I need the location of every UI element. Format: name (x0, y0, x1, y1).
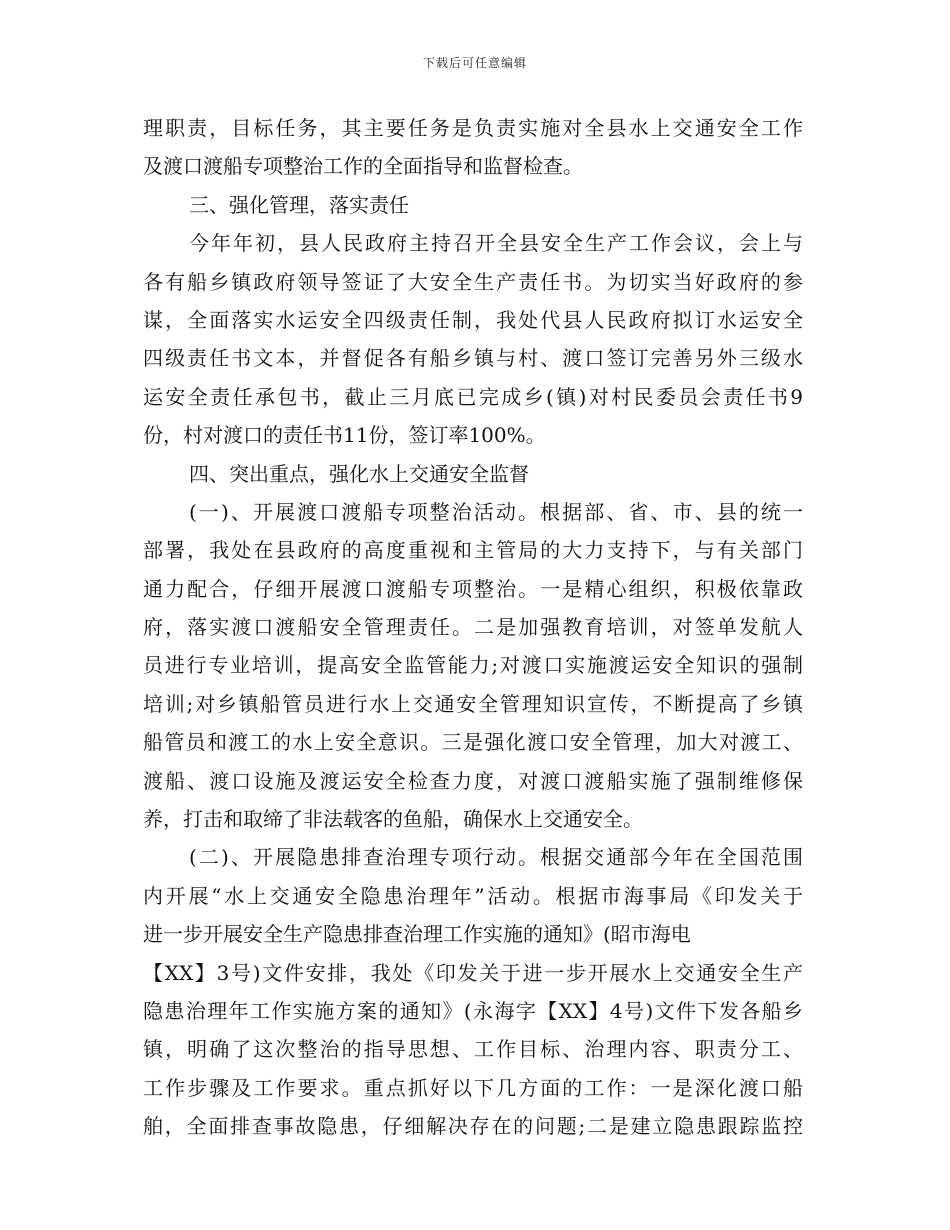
text-line: 进一步开展安全生产隐患排查治理工作实施的通知》(昭市海电 (143, 922, 691, 947)
text-line: 理职责，目标任务，其主要任务是负责实施对全县水上交通安全工作 (143, 116, 803, 140)
document-body (143, 109, 803, 1146)
text-line: 府，落实渡口渡船安全管理责任。二是加强教育培训，对签单发航人 (143, 615, 803, 640)
text-line: 今年年初，县人民政府主持召开全县安全生产工作会议，会上与 (189, 231, 803, 256)
text-line: 内开展“水上交通安全隐患治理年”活动。根据市海事局《印发关于 (143, 883, 803, 908)
text-line: 运安全责任承包书，截止三月底已完成乡(镇)对村民委员会责任书9 (143, 384, 803, 409)
text-line: 谋，全面落实水运安全四级责任制，我处代县人民政府拟订水运安全 (143, 307, 803, 332)
section-heading: 四、突出重点，强化水上交通安全监督 (189, 461, 529, 486)
section-heading: 三、强化管理，落实责任 (189, 192, 409, 217)
text-line: 舶，全面排查事故隐患，仔细解决存在的问题;二是建立隐患跟踪监控 (143, 1114, 803, 1139)
text-line: (一)、开展渡口渡船专项整治活动。根据部、省、市、县的统一 (189, 499, 803, 524)
text-line: 工作步骤及工作要求。重点抓好以下几方面的工作：一是深化渡口船 (143, 1075, 803, 1100)
text-line: 通力配合，仔细开展渡口渡船专项整治。一是精心组织，积极依靠政 (143, 576, 803, 601)
text-line: 四级责任书文本，并督促各有船乡镇与村、渡口签订完善另外三级水 (143, 346, 803, 371)
text-line: 员进行专业培训，提高安全监管能力;对渡口实施渡运安全知识的强制 (143, 653, 803, 678)
text-line: 隐患治理年工作实施方案的通知》(永海字【XX】4号)文件下发各船乡 (143, 998, 803, 1023)
text-line: 养，打击和取缔了非法载客的鱼船，确保水上交通安全。 (143, 807, 643, 832)
text-line: 各有船乡镇政府领导签证了大安全生产责任书。为切实当好政府的参 (143, 269, 803, 294)
text-line: 船管员和渡工的水上安全意识。三是强化渡口安全管理，加大对渡工、 (143, 730, 803, 755)
text-line: 份，村对渡口的责任书11份，签订率100%。 (143, 423, 546, 448)
text-line: (二)、开展隐患排查治理专项行动。根据交通部今年在全国范围 (189, 845, 803, 870)
text-line: 【XX】3号)文件安排，我处《印发关于进一步开展水上交通安全生产 (143, 960, 803, 985)
text-line: 部署，我处在县政府的高度重视和主管局的大力支持下，与有关部门 (143, 538, 803, 563)
text-line: 培训;对乡镇船管员进行水上交通安全管理知识宣传，不断提高了乡镇 (143, 691, 803, 716)
header-note: 下载后可任意编辑 (422, 56, 527, 70)
text-line: 镇，明确了这次整治的指导思想、工作目标、治理内容、职责分工、 (143, 1037, 803, 1062)
text-line: 渡船、渡口设施及渡运安全检查力度，对渡口渡船实施了强制维修保 (143, 768, 803, 793)
text-line: 及渡口渡船专项整治工作的全面指导和监督检查。 (143, 154, 583, 179)
